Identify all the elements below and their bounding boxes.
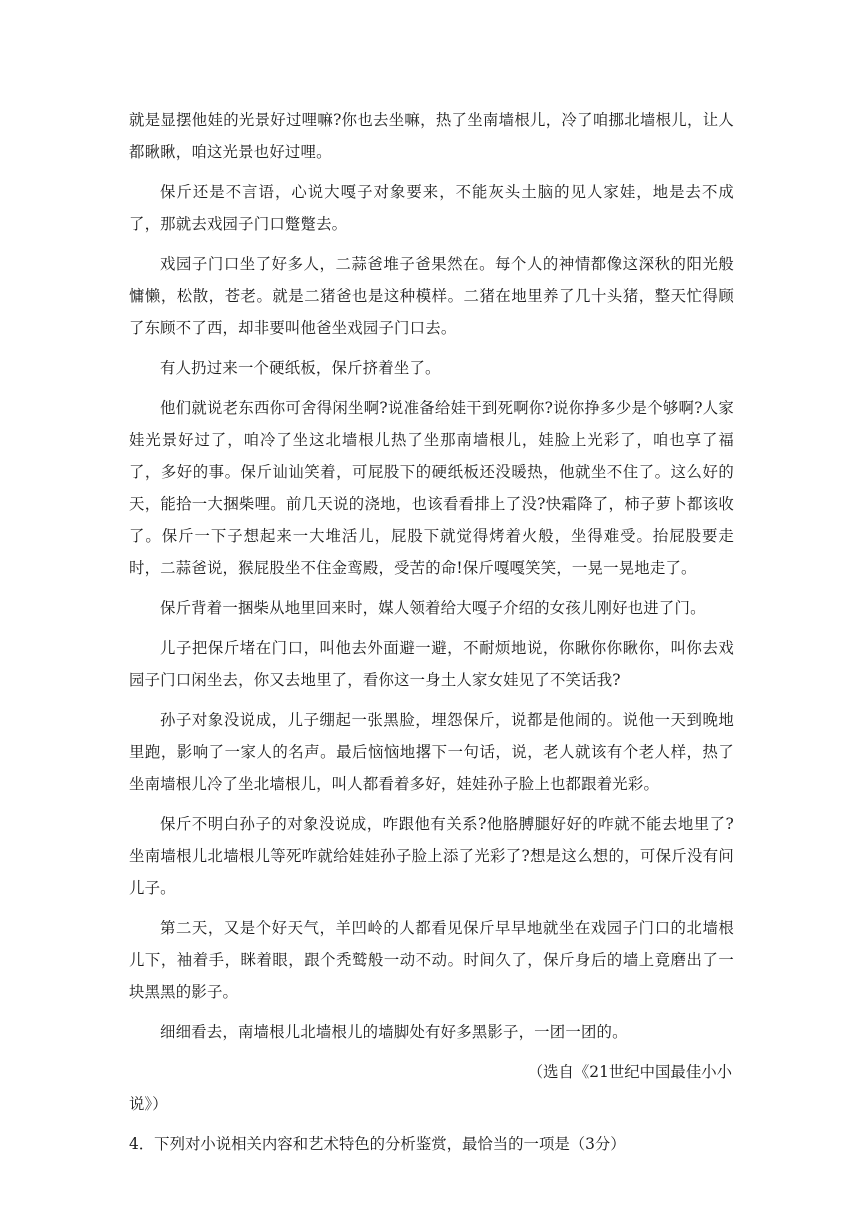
story-body — [129, 104, 734, 1048]
story-paragraph: 儿子把保斤堵在门口，叫他去外面避一避，不耐烦地说，你瞅你你瞅你，叫你去戏园子门口闲坐去，你又去地里了，看你这一身土人家女娃见了不笑话我? — [129, 639, 734, 689]
story-paragraph: 他们就说老东西你可舍得闲坐啊?说准备给娃干到死啊你?说你挣多少是个够啊?人家娃光景好过了，咱冷了坐这北墙根儿热了坐那南墙根儿，娃脸上光彩了，咱也享了福了，多好的事。保斤讪讪笑着，可屁股下的硬纸板还没暖热，他就坐不住了。这么好的天，能拾一大捆柴哩。前几天说的浇地，也该看看排上了没?快霜降了，柿子萝卜都该收了。保斤一下子想起来一大堆活儿，屁股下就觉得烤着火般，坐得难受。抬屁股要走时，二蒜爸说，猴屁股坐不住金鸾殿，受苦的命!保斤嘎嘎笑笑，一晃一晃地走了。 — [129, 399, 734, 577]
story-paragraph: 第二天，又是个好天气，羊凹岭的人都看见保斤早早地就坐在戏园子门口的北墙根儿下，袖着手，眯着眼，跟个秃鹫般一动不动。时间久了，保斤身后的墙上竟磨出了一块黑黑的影子。 — [129, 919, 734, 1001]
story-paragraph: 细细看去，南墙根儿北墙根儿的墙脚处有好多黑影子，一团一团的。 — [160, 1023, 628, 1041]
story-paragraph: 戏园子门口坐了好多人，二蒜爸堆子爸果然在。每个人的神情都像这深秋的阳光般慵懒，松散，苍老。就是二猪爸也是这种模样。二猪在地里养了几十头猪，整天忙得顾了东顾不了西，却非要叫他爸坐戏园子门口去。 — [129, 255, 734, 337]
story-paragraph: 保斤还是不言语，心说大嘎子对象要来，不能灰头土脑的见人家娃，地是去不成了，那就去戏园子门口蹩蹩去。 — [129, 183, 734, 233]
story-paragraph: 孙子对象没说成，儿子绷起一张黑脸，埋怨保斤，说都是他闹的。说他一天到晚地里跑，影响了一家人的名声。最后恼恼地撂下一句话，说，老人就该有个老人样，热了坐南墙根儿冷了坐北墙根儿，叫人都看着多好，娃娃孙子脸上也都跟着光彩。 — [129, 711, 734, 793]
source-citation: （选自《21世纪中国最佳小小 — [527, 1063, 732, 1081]
story-paragraph: 保斤不明白孙子的对象没说成，咋跟他有关系?他胳膊腿好好的咋就不能去地里了?坐南墙根儿北墙根儿等死咋就给娃娃孙子脸上添了光彩了?想是这么想的，可保斤没有问儿子。 — [129, 815, 734, 897]
source-citation-continued: 说》） — [129, 1095, 168, 1113]
story-paragraph: 有人扔过来一个硬纸板，保斤挤着坐了。 — [160, 359, 441, 377]
question-4: 4．下列对小说相关内容和艺术特色的分析鉴赏，最恰当的一项是（3分） — [129, 1135, 626, 1153]
story-paragraph: 就是显摆他娃的光景好过哩嘛?你也去坐嘛，热了坐南墙根儿，冷了咱挪北墙根儿，让人都瞅瞅，咱这光景也好过哩。 — [129, 111, 734, 161]
story-paragraph: 保斤背着一捆柴从地里回来时，媒人领着给大嘎子介绍的女孩儿刚好也进了门。 — [160, 599, 706, 617]
